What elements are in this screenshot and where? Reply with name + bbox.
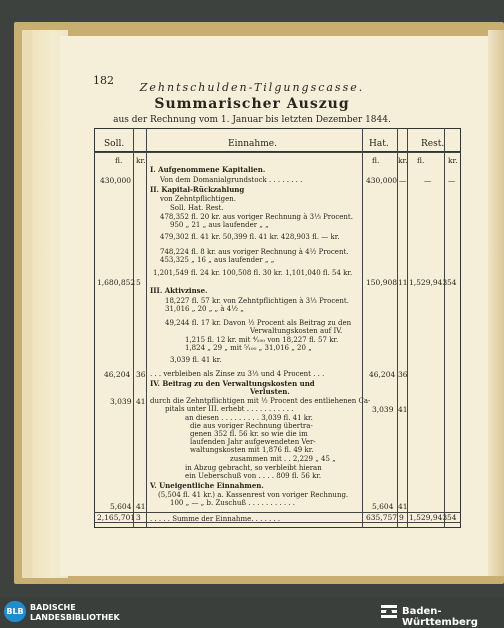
state-name[interactable]: Baden-Württemberg (402, 606, 478, 628)
ledger-line: Verwaltungskosten auf IV. (250, 327, 343, 335)
header-rule (94, 152, 461, 153)
ledger-line: 479,302 fl. 41 kr. 50,399 fl. 41 kr. 428,903 fl. — kr. (160, 233, 340, 241)
ledger-line: genen 352 fl. 56 kr. so wie die im (190, 430, 308, 438)
section-1-line: Von dem Domanialgrundstock . . . . . . . . (160, 176, 303, 184)
state-crest-icon (380, 603, 398, 621)
unit-fl: fl. (372, 156, 380, 165)
column-divider (407, 128, 408, 528)
unit-kr: kr. (136, 156, 146, 165)
ledger-line: laufenden Jahr aufgewendeten Ver- (190, 438, 316, 446)
ledger-line: 3,039 fl. 41 kr. (170, 356, 222, 364)
header-einnahme: Einnahme. (228, 139, 277, 149)
ledger-line: waltungskosten mit 1,876 fl. 49 kr. (190, 446, 314, 454)
soll-value: 5,604 (110, 502, 132, 511)
soll-kr: 41 (136, 502, 146, 511)
section-2-title: II. Kapital-Rückzahlung (150, 185, 245, 194)
blb-logo[interactable]: BLB (4, 601, 26, 622)
ledger-line: 1,215 fl. 12 kr. mit ⁴⁄₁₀₀ von 18,227 fl. 57 kr. (185, 336, 339, 344)
hat-kr: — (399, 176, 407, 185)
library-line-2: LANDESBIBLIOTHEK (30, 613, 120, 622)
ledger-line: pitals unter III. erhebt . . . . . . . . . . . (165, 405, 294, 413)
hat-kr: 41 (398, 405, 408, 414)
column-divider (362, 128, 363, 528)
unit-kr: kr. (398, 156, 408, 165)
header-rest: Rest. (421, 139, 445, 149)
page-subheading: aus der Rechnung vom 1. Januar bis letzten Dezember 1844. (113, 115, 391, 125)
soll-kr: 36 (136, 370, 146, 379)
hat-total: 635,757 (366, 513, 398, 522)
rest-total: 1,529,943 (409, 513, 448, 522)
library-line-1: BADISCHE (30, 603, 76, 612)
page-number: 182 (93, 74, 114, 87)
page-edges (22, 30, 32, 578)
sum-label: . . . . . Summe der Einnahme. . . . . . . (150, 515, 281, 523)
page-heading: Summarischer Auszug (154, 96, 350, 112)
sum-rule (94, 512, 461, 513)
ledger-line: die aus voriger Rechnung übertra- (190, 422, 313, 430)
ledger-line: in Abzug gebracht, so verbleibt hieran (185, 464, 322, 472)
ledger-line: 1,824 „ 29 „ mit ⁵⁄₁₀₀ „ 31,016 „ 20 „ (185, 344, 312, 352)
section-4-title: IV. Beitrag zu den Verwaltungskosten und (150, 379, 315, 388)
ledger-line: durch die Zehntpflichtigen mit ½ Procent des entliehenen Ca- (150, 397, 371, 405)
section-2-sub: von Zehntpflichtigen. (160, 195, 236, 203)
ledger-line: 453,325 „ 16 „ aus laufender „ „ (160, 256, 275, 264)
hat-kr: 41 (398, 502, 408, 511)
rest-kr: — (448, 176, 456, 185)
hat-value: 5,604 (372, 502, 394, 511)
soll-total: 2,165,701 (97, 513, 136, 522)
header-soll: Soll. (104, 139, 125, 149)
library-name[interactable] (30, 603, 120, 623)
rest-kr: 54 (447, 513, 457, 522)
page-title: Zehntschulden-Tilgungscasse. (139, 81, 365, 94)
hat-value: 150,908 (366, 278, 398, 287)
section-4-title-2: Verlusten. (250, 387, 290, 396)
hat-kr: 11 (398, 278, 408, 287)
section-3-title: III. Aktivzinse. (150, 286, 208, 295)
unit-kr: kr. (448, 156, 458, 165)
hat-value: 3,039 (372, 405, 394, 414)
column-divider (444, 128, 445, 528)
ledger-line: an diesen . . . . . . . . . 3,039 fl. 41 kr. (185, 414, 313, 422)
column-divider (133, 128, 134, 528)
ledger-line: 31,016 „ 20 „ „ à 4½ „ (165, 305, 244, 313)
hat-value: 46,204 (369, 370, 396, 379)
hat-value: 430,000 (366, 176, 398, 185)
ledger-line: 100 „ — „ b. Zuschuß . . . . . . . . . . . (170, 499, 295, 507)
ledger-line: 478,352 fl. 20 kr. aus voriger Rechnung à 3⅓ Procent. (160, 213, 353, 221)
ledger-line: . . . verbleiben als Zinse zu 3⅓ und 4 Procent . . . (150, 370, 325, 378)
rest-value: — (424, 176, 432, 185)
rest-kr: 54 (447, 278, 457, 287)
unit-fl: fl. (417, 156, 425, 165)
section-5-title: V. Uneigentliche Einnahmen. (150, 481, 264, 490)
section-2-cols: Soll. Hat. Rest. (170, 204, 224, 212)
soll-kr: 3 (136, 513, 141, 522)
hat-kr: 36 (398, 370, 408, 379)
soll-kr: 41 (136, 397, 146, 406)
column-divider (397, 128, 398, 528)
table-header (94, 128, 461, 152)
ledger-line: (5,504 fl. 41 kr.) a. Kassenrest von voriger Rechnung. (158, 491, 349, 499)
ledger-line: zusammen mit . . 2,229 „ 45 „ (230, 455, 336, 463)
ledger-line: 950 „ 21 „ aus laufender „ „ (170, 221, 269, 229)
rest-value: 1,529,943 (409, 278, 448, 287)
soll-kr: 5 (136, 278, 141, 287)
column-divider (146, 128, 147, 528)
soll-value: 1,680,852 (97, 278, 136, 287)
ledger-line: 748,224 fl. 8 kr. aus voriger Rechnung à 4½ Procent. (160, 248, 349, 256)
section-1-title: I. Aufgenommene Kapitalien. (150, 165, 266, 174)
header-hat: Hat. (369, 139, 389, 149)
soll-value: 3,039 (110, 397, 132, 406)
soll-value: 430,000 (100, 176, 132, 185)
hat-kr: 9 (399, 513, 404, 522)
soll-value: 46,204 (104, 370, 131, 379)
ledger-line: 1,201,549 fl. 24 kr. 100,508 fl. 30 kr. 1,101,040 fl. 54 kr. (153, 269, 353, 277)
unit-fl: fl. (115, 156, 123, 165)
ledger-line: ein Ueberschuß von . . . . 809 fl. 56 kr. (185, 472, 322, 480)
ledger-line: 49,244 fl. 17 kr. Davon ½ Procent als Beitrag zu den (165, 319, 352, 327)
ledger-line: 18,227 fl. 57 kr. von Zehntpflichtigen à 3⅓ Procent. (165, 297, 349, 305)
